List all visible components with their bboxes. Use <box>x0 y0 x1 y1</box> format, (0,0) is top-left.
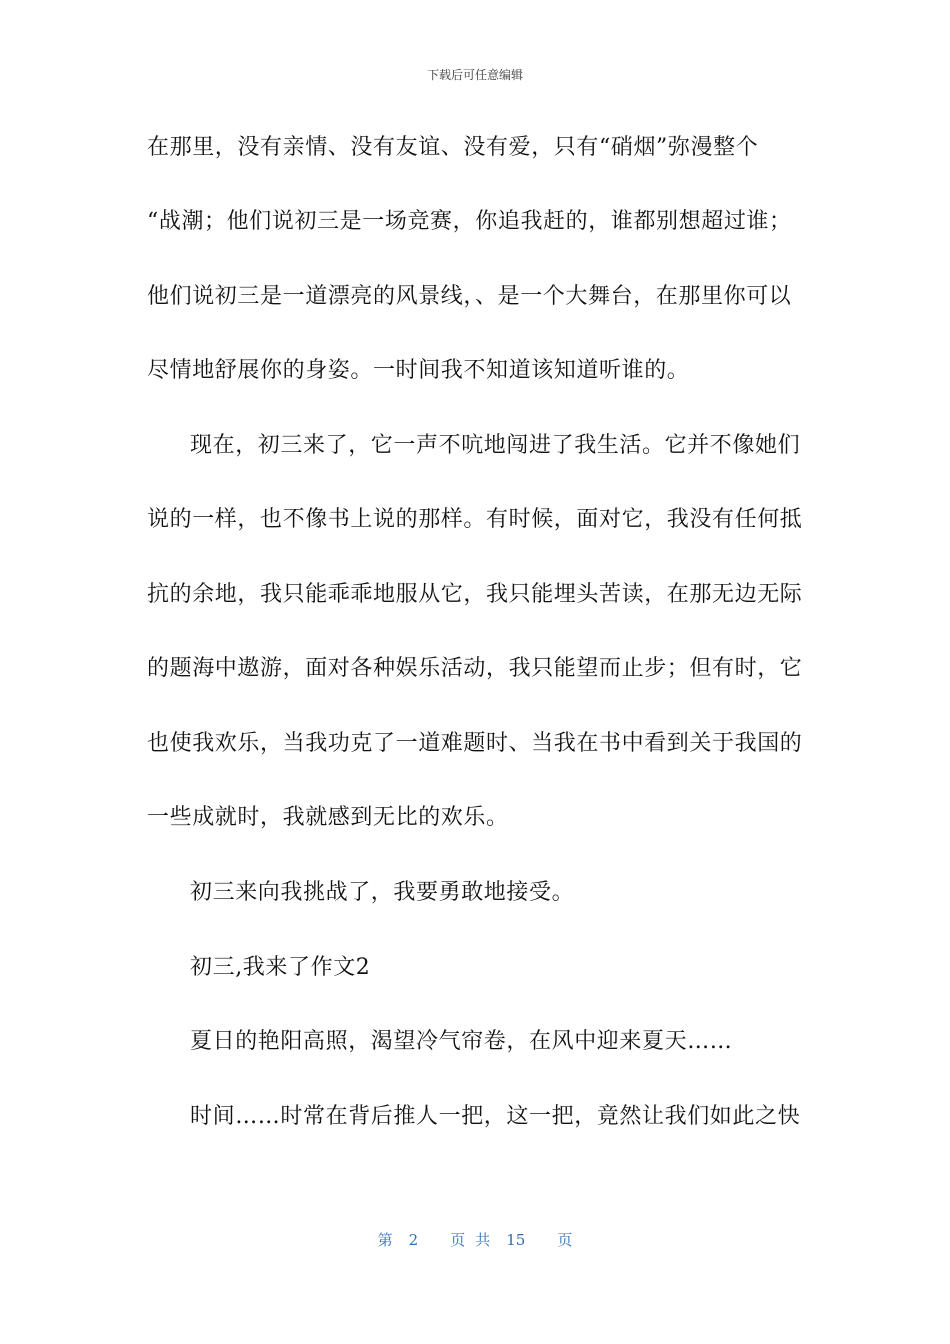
text-line: 夏日的艳阳高照，渴望冷气帘卷，在风中迎来夏天…… <box>190 1029 733 1054</box>
text-line: 说的一样，也不像书上说的那样。有时候，面对它，我没有任何抵 <box>147 507 803 532</box>
text-line: 现在，初三来了，它一声不吭地闯进了我生活。它并不像她们 <box>190 433 801 458</box>
text-line: 他们说初三是一道漂亮的风景线，、是一个大舞台，在那里你可以 <box>147 284 792 309</box>
footer-page-number: 2 <box>408 1231 419 1249</box>
footer-page-label: 第 <box>377 1231 393 1249</box>
section-title: 初三,我来了作文2 <box>190 955 371 980</box>
text-line: 尽情地舒展你的身姿。一时间我不知道该知道听谁的。 <box>147 358 690 383</box>
text-line: “战潮；他们说初三是一场竞赛，你追我赶的，谁都别想超过谁； <box>147 209 792 234</box>
text-line: 一些成就时，我就感到无比的欢乐。 <box>147 805 509 830</box>
text-line: 初三来向我挑战了，我要勇敢地接受。 <box>190 880 575 905</box>
text-line: 时间……时常在背后推人一把，这一把，竟然让我们如此之快 <box>190 1104 801 1129</box>
footer-total-unit: 页 <box>557 1231 573 1249</box>
footer-total-pages: 15 <box>506 1231 526 1249</box>
page-footer <box>0 1229 950 1250</box>
text-line: 也使我欢乐，当我功克了一道难题时、当我在书中看到关于我国的 <box>147 731 803 756</box>
text-line: 在那里，没有亲情、没有友谊、没有爱，只有“硝烟”弥漫整个 <box>147 135 759 160</box>
footer-page-unit: 页 <box>450 1231 466 1249</box>
text-line: 的题海中遨游，面对各种娱乐活动，我只能望而止步；但有时，它 <box>147 656 803 681</box>
text-line: 抗的余地，我只能乖乖地服从它，我只能埋头苦读，在那无边无际 <box>147 582 803 607</box>
page-header: 下载后可任意编辑 <box>426 68 523 82</box>
footer-total-label: 共 <box>475 1231 491 1249</box>
